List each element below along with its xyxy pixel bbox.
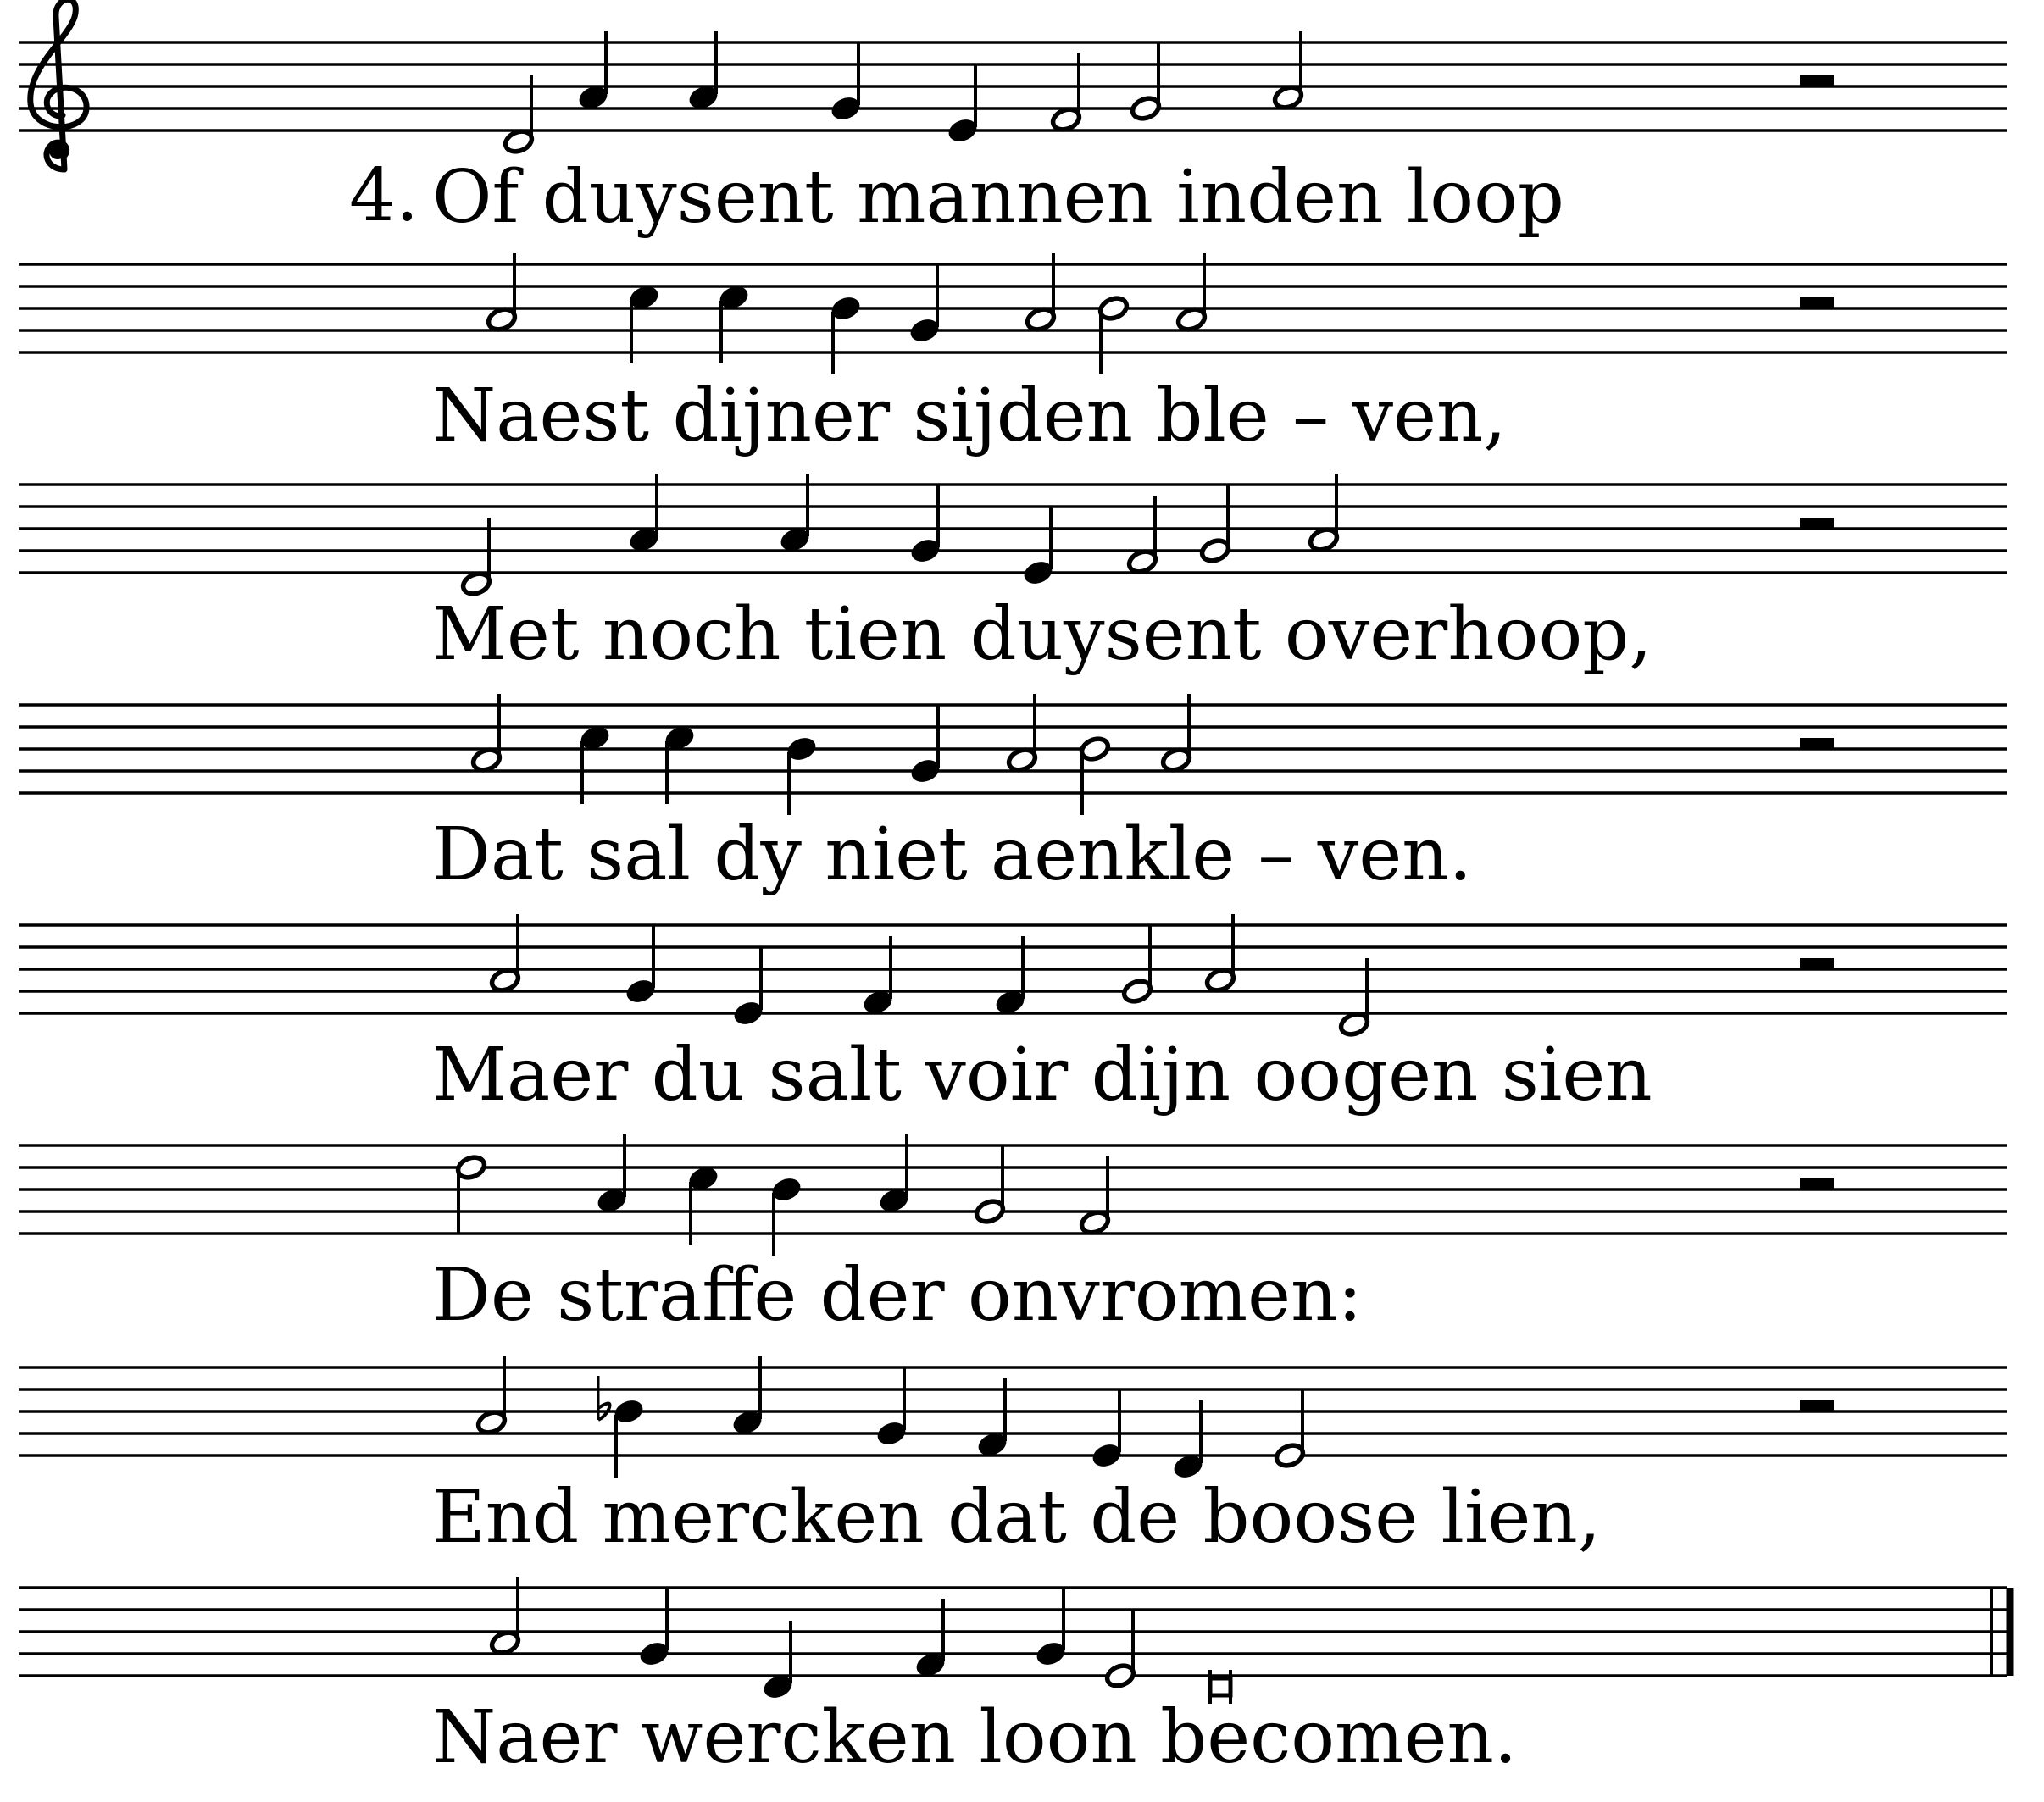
staff-8 bbox=[19, 1577, 2010, 1704]
note-b4-quarter bbox=[769, 1175, 804, 1256]
flat-icon bbox=[598, 1376, 610, 1420]
note-e4-half bbox=[1104, 1610, 1136, 1689]
note-b4-half bbox=[1097, 295, 1130, 374]
note-e4-quarter bbox=[731, 947, 766, 1028]
note-b4-quarter bbox=[785, 735, 819, 815]
note-g4-half bbox=[1199, 485, 1231, 564]
note-g4-quarter bbox=[908, 264, 942, 345]
note-d5-half bbox=[455, 1154, 487, 1234]
note-bb4-quarter bbox=[598, 1376, 646, 1478]
note-g4-quarter bbox=[624, 925, 658, 1006]
half-rest-icon bbox=[1800, 297, 1834, 308]
half-rest-icon bbox=[1800, 75, 1834, 86]
lyric-line-7: End mercken dat de boose lien, bbox=[432, 1475, 1602, 1560]
half-rest-icon bbox=[1800, 1178, 1834, 1189]
staff-7 bbox=[19, 1356, 2007, 1481]
note-g4-quarter bbox=[829, 42, 864, 123]
note-g4-quarter bbox=[637, 1588, 672, 1668]
lyric-line-8: Naer wercken loon becomen. bbox=[432, 1695, 1518, 1780]
note-g4-quarter bbox=[908, 705, 943, 785]
lyric-line-4: Dat sal dy niet aenkle – ven. bbox=[432, 812, 1472, 897]
note-g4-half bbox=[974, 1145, 1006, 1225]
staff-6 bbox=[19, 1134, 2007, 1256]
half-rest-icon bbox=[1800, 738, 1834, 749]
note-e4-quarter bbox=[1090, 1389, 1125, 1470]
lyric-line-2: Naest dijner sijden ble – ven, bbox=[432, 374, 1507, 458]
half-rest-icon bbox=[1800, 1400, 1834, 1411]
note-g4-half bbox=[1130, 42, 1162, 122]
staff-3 bbox=[19, 474, 2007, 597]
note-e4-quarter bbox=[1021, 507, 1056, 587]
note-g4-quarter bbox=[1034, 1588, 1069, 1668]
note-g4-quarter bbox=[875, 1367, 909, 1448]
staff-2 bbox=[19, 253, 2007, 374]
lyrics bbox=[432, 155, 1652, 1780]
note-b4-quarter bbox=[829, 294, 864, 374]
staff-4 bbox=[19, 694, 2007, 815]
staff-1 bbox=[19, 31, 2007, 155]
half-rest-icon bbox=[1800, 958, 1834, 969]
note-e4-quarter bbox=[946, 64, 980, 145]
note-b4-half bbox=[1079, 735, 1111, 815]
note-e4-half bbox=[1274, 1389, 1306, 1469]
stanza-number: 4. bbox=[349, 153, 419, 238]
half-rest-icon bbox=[1800, 518, 1834, 529]
lyric-line-3: Met noch tien duysent overhoop, bbox=[432, 592, 1652, 677]
note-g4-quarter bbox=[908, 485, 943, 565]
note-g4-half bbox=[1121, 925, 1153, 1005]
lyric-line-5: Maer du salt voir dijn oogen sien bbox=[432, 1033, 1652, 1117]
lyric-line-6: De straffe der onvromen: bbox=[432, 1253, 1363, 1338]
lyric-line-1: Of duysent mannen inden loop bbox=[432, 155, 1564, 240]
staff-5 bbox=[19, 914, 2007, 1038]
treble-clef-icon bbox=[31, 0, 86, 169]
